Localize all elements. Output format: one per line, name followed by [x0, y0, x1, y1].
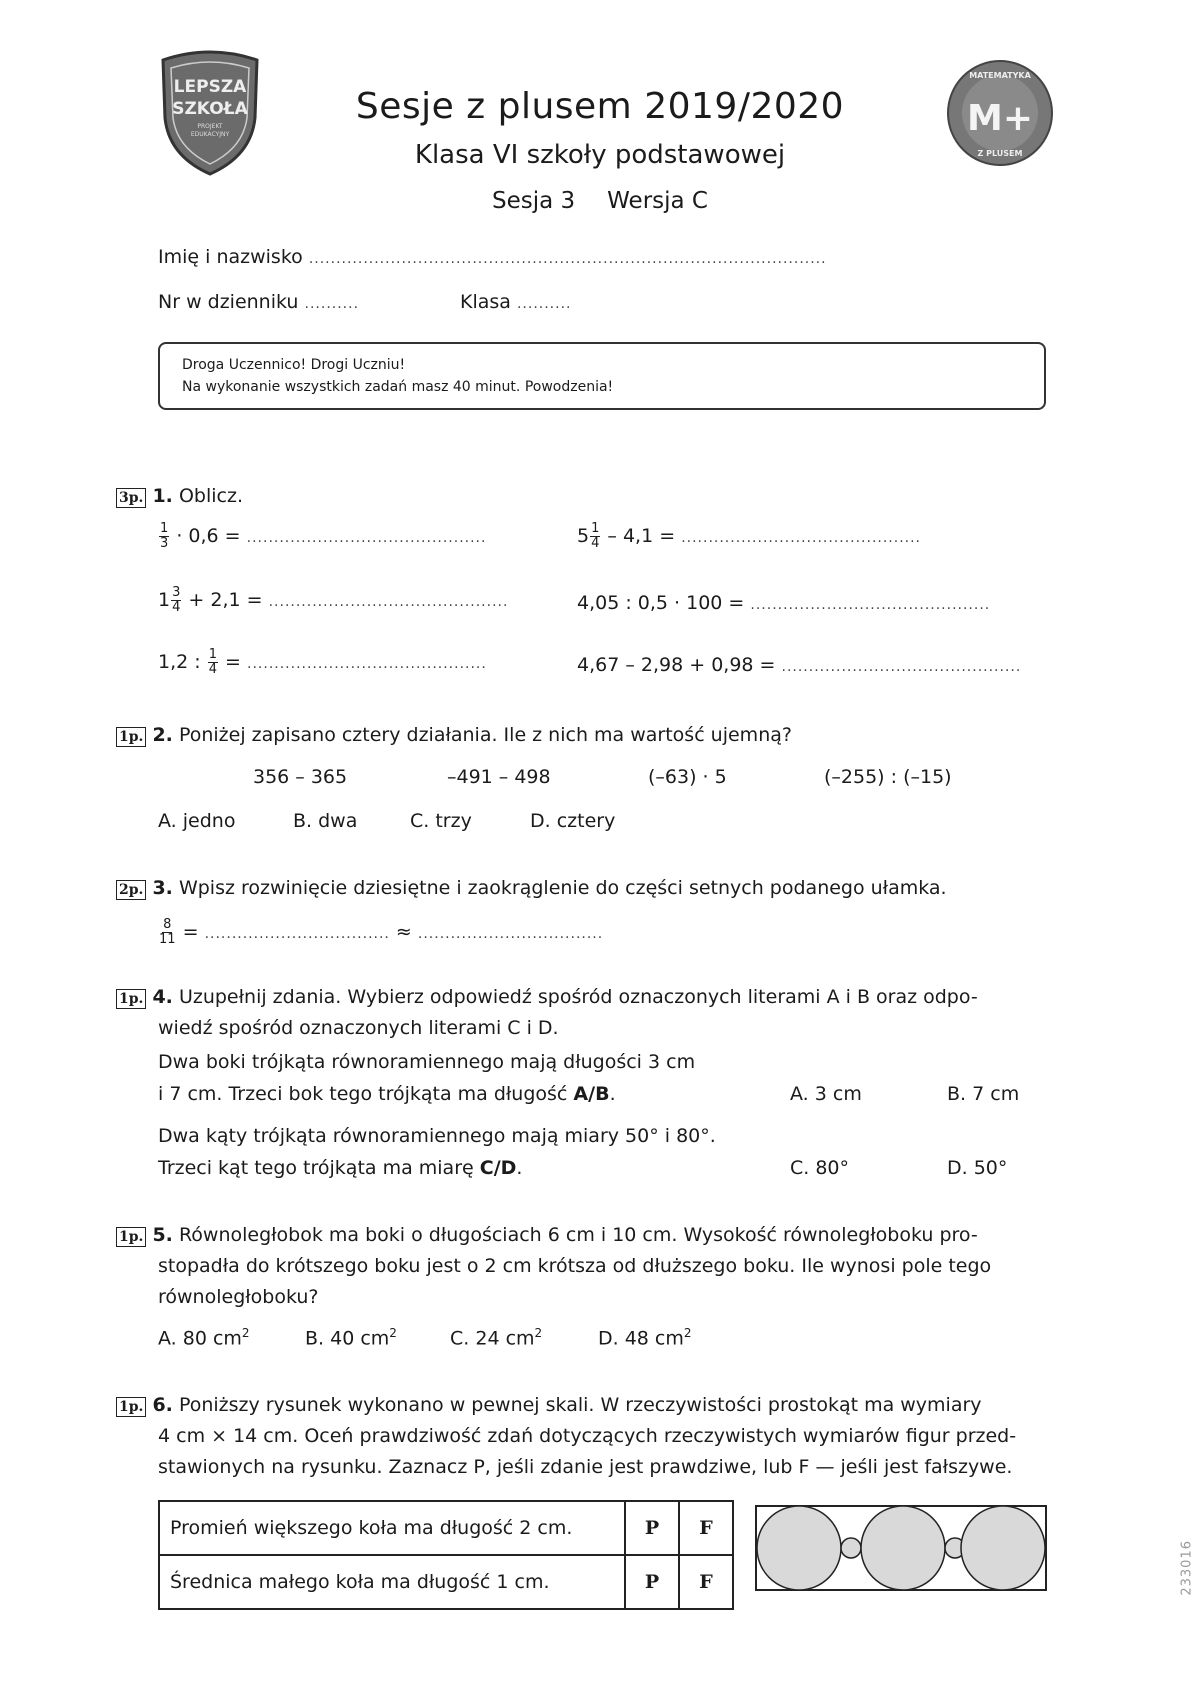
answer-dots: .................................. [417, 926, 604, 942]
document-code: 233016 [1180, 1540, 1195, 1596]
true-option[interactable]: P [625, 1501, 679, 1555]
class-field[interactable] [460, 291, 572, 313]
logo-text-3: PROJEKT [197, 123, 223, 130]
points-badge: 2p. [116, 880, 146, 900]
name-dots: ............................................................................................... [308, 251, 827, 267]
logo-m-mark: M+ [967, 98, 1033, 139]
answer-option-d[interactable]: D. 50° [947, 1157, 1008, 1179]
answer-dots: ............................................ [681, 530, 921, 546]
small-circle [841, 1538, 861, 1558]
expr: 4,05 : 0,5 · 100 = [577, 592, 745, 614]
answer-option-a[interactable]: A. 3 cm [790, 1083, 862, 1105]
task-text: stopadła do krótszego boku jest o 2 cm krótsza od dłuższego boku. Ile wynosi pole tego [158, 1255, 992, 1277]
task-1-b[interactable] [577, 522, 921, 551]
logo-text-1: LEPSZA [173, 77, 247, 97]
statement: Średnica małego koła ma długość 1 cm. [159, 1555, 625, 1609]
answer-option-d[interactable]: D. 48 $cm^2$ [598, 1326, 692, 1350]
expr: = [225, 651, 241, 673]
statement-2-line-1: Dwa kąty trójkąta równoramiennego mają miary 50° i 80°. [158, 1125, 716, 1147]
statement-1-line-2: i 7 cm. Trzeci bok tego trójkąta ma długość A/B. [158, 1083, 616, 1105]
logo-m-top: MATEMATYKA [969, 71, 1031, 80]
instructions-box [158, 342, 1046, 410]
statement-2-line-2: Trzeci kąt tego trójkąta ma miarę C/D. [158, 1157, 523, 1179]
task-1-header [116, 481, 243, 512]
session-version [0, 188, 1200, 214]
choice-cd[interactable]: C/D [479, 1157, 517, 1179]
large-circle [861, 1506, 945, 1590]
approx-sign: ≈ [395, 921, 412, 943]
task-1-c[interactable] [158, 586, 508, 615]
task-text: Oblicz. [178, 485, 243, 507]
name-field[interactable] [158, 246, 827, 268]
statement-1-line-1: Dwa boki trójkąta równoramiennego mają długości 3 cm [158, 1051, 696, 1073]
task-number: 1. [152, 485, 173, 507]
answer-option-b[interactable]: B. dwa [293, 810, 358, 832]
true-option[interactable]: P [625, 1555, 679, 1609]
points-badge: 3p. [116, 488, 146, 508]
answer-option-b[interactable]: B. 7 cm [947, 1083, 1020, 1105]
fraction: $\frac{1}{4}$ [591, 521, 600, 551]
task-3-header [116, 873, 947, 904]
answer-option-c[interactable]: C. trzy [410, 810, 472, 832]
points-badge: 1p. [116, 727, 146, 747]
version-label: Wersja C [607, 188, 708, 214]
points-badge: 1p. [116, 1397, 146, 1417]
circles-in-rectangle-figure [755, 1505, 1047, 1591]
task-1-d[interactable] [577, 592, 990, 614]
answer-dots: ............................................ [247, 656, 487, 672]
task-text: wiedź spośród oznaczonych literami C i D. [158, 1017, 559, 1039]
false-option[interactable]: F [679, 1555, 733, 1609]
instructions-line-1: Droga Uczennico! Drogi Uczniu! [182, 357, 406, 373]
answer-dots: .................................. [204, 926, 390, 942]
whole: 5 [577, 525, 590, 547]
task-text: Uzupełnij zdania. Wybierz odpowiedź spośród oznaczonych literami A i B oraz odpo- [178, 986, 978, 1008]
number-dots: .......... [304, 296, 360, 312]
table-row [159, 1501, 733, 1555]
instructions-line-2: Na wykonanie wszystkich zadań masz 40 minut. Powodzenia! [182, 379, 614, 395]
task-1-a[interactable] [158, 522, 486, 551]
answer-option-a[interactable]: A. jedno [158, 810, 236, 832]
fraction: $\frac{1}{4}$ [208, 647, 217, 677]
task-5-header [116, 1220, 1066, 1313]
task-number: 4. [152, 986, 173, 1008]
task-number: 5. [152, 1224, 173, 1246]
answer-dots: ............................................ [750, 597, 991, 613]
operation: 356 – 365 [253, 766, 348, 788]
true-false-table [158, 1500, 734, 1610]
task-number: 3. [152, 877, 173, 899]
fraction: $\frac{8}{11}$ [159, 917, 176, 947]
answer-option-a[interactable]: A. 80 $cm^2$ [158, 1326, 250, 1350]
choice-ab[interactable]: A/B [573, 1083, 610, 1105]
page-title: Sesje z plusem 2019/2020 [355, 86, 845, 127]
answer-option-b[interactable]: B. 40 $cm^2$ [305, 1326, 397, 1350]
task-text: Wpisz rozwinięcie dziesiętne i zaokrąglenie do części setnych podanego ułamka. [178, 877, 947, 899]
large-circle [757, 1506, 841, 1590]
false-option[interactable]: F [679, 1501, 733, 1555]
task-text: równoległoboku? [158, 1286, 319, 1308]
answer-dots: ............................................ [246, 530, 487, 546]
task-text: stawionych na rysunku. Zaznacz P, jeśli zdanie jest prawdziwe, lub F — jeśli jest fałszywe. [158, 1456, 1013, 1478]
expr: – 4,1 = [607, 525, 676, 547]
expr: + 2,1 = [188, 589, 263, 611]
number-field[interactable] [158, 291, 359, 313]
operation: (–255) : (–15) [824, 766, 952, 788]
name-label: Imię i nazwisko [158, 246, 303, 268]
whole: 1 [158, 589, 171, 611]
statement: Promień większego koła ma długość 2 cm. [159, 1501, 625, 1555]
answer-option-d[interactable]: D. cztery [530, 810, 616, 832]
expr: · 0,6 = [176, 525, 241, 547]
task-2-header [116, 720, 792, 751]
number-label: Nr w dzienniku [158, 291, 299, 313]
answer-option-c[interactable]: C. 24 $cm^2$ [450, 1326, 543, 1350]
task-text: Poniżej zapisano cztery działania. Ile z nich ma wartość ujemną? [178, 724, 792, 746]
logo-m-bottom: Z PLUSEM [977, 149, 1023, 158]
task-number: 6. [152, 1394, 173, 1416]
class-label: Klasa [460, 291, 511, 313]
fraction: $\frac{3}{4}$ [172, 585, 181, 615]
task-1-f[interactable] [577, 654, 1021, 676]
answer-option-c[interactable]: C. 80° [790, 1157, 850, 1179]
class-dots: .......... [516, 296, 572, 312]
task-6-header [116, 1390, 1066, 1483]
answer-dots: ............................................ [268, 594, 509, 610]
task-3-answer[interactable] [158, 918, 603, 947]
session-label: Sesja 3 [491, 188, 576, 214]
points-badge: 1p. [116, 1227, 146, 1247]
logo-text-2: SZKOŁA [172, 99, 248, 119]
task-4-header [116, 982, 1056, 1044]
task-1-e[interactable] [158, 648, 487, 677]
expr: 1,2 : [158, 651, 201, 673]
page-subtitle: Klasa VI szkoły podstawowej [414, 140, 786, 170]
table-row [159, 1555, 733, 1609]
logo-text-4: EDUKACYJNY [190, 131, 230, 138]
operation: –491 – 498 [447, 766, 551, 788]
task-text: Poniższy rysunek wykonano w pewnej skali. W rzeczywistości prostokąt ma wymiary [178, 1394, 982, 1416]
equals-sign: = [182, 921, 199, 943]
large-circle [961, 1506, 1045, 1590]
expr: 4,67 – 2,98 + 0,98 = [577, 654, 776, 676]
fraction: $\frac{1}{3}$ [160, 521, 169, 551]
task-number: 2. [152, 724, 173, 746]
operation: (–63) · 5 [648, 766, 727, 788]
task-text: 4 cm × 14 cm. Oceń prawdziwość zdań dotyczących rzeczywistych wymiarów figur przed- [158, 1425, 1017, 1447]
answer-dots: ............................................ [781, 659, 1022, 675]
task-text: Równoległobok ma boki o długościach 6 cm i 10 cm. Wysokość równoległoboku pro- [178, 1224, 978, 1246]
points-badge: 1p. [116, 989, 146, 1009]
